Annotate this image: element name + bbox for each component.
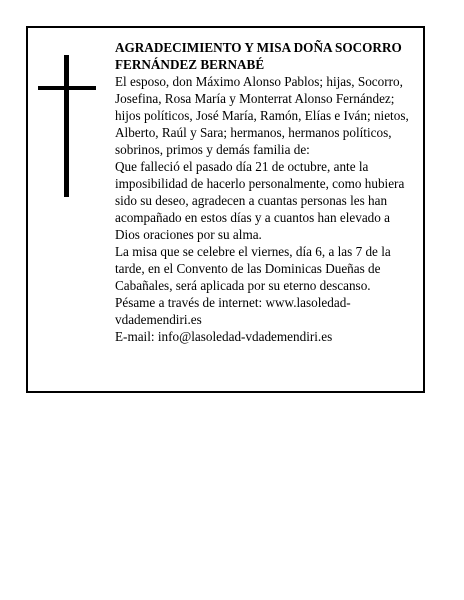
cross-icon-vertical-bar: [64, 55, 69, 197]
notice-title: AGRADECIMIENTO Y MISA DOÑA SOCORRO FERNÁNDEZ BERNABÉ: [115, 40, 402, 72]
obituary-notice-text: [115, 39, 417, 345]
family-paragraph: El esposo, don Máximo Alonso Pablos; hijas, Socorro, Josefina, Rosa María y Monterrat Alonso Fernández; hijos políticos, José María, Ramón, Elías e Iván; nietos, Alberto, Raúl y Sara; hermanos, hermanos políticos, sobrinos, primos y demás familia de:: [115, 74, 409, 157]
cross-icon-horizontal-bar: [38, 86, 96, 90]
mass-paragraph: La misa que se celebre el viernes, día 6, a las 7 de la tarde, en el Convento de las Dominicas Dueñas de Cabañales, será aplicada por su eterno descanso.: [115, 244, 391, 293]
contact-email: E-mail: info@lasoledad-vdademendiri.es: [115, 329, 333, 344]
condolences-website: Pésame a través de internet: www.lasoledad-vdademendiri.es: [115, 295, 351, 327]
thanks-paragraph: Que falleció el pasado día 21 de octubre, ante la imposibilidad de hacerlo personalmente, como hubiera sido su deseo, agradecen a cuantas personas les han acompañado en estos días y a cuantos han elevado a Dios oraciones por su alma.: [115, 159, 405, 242]
